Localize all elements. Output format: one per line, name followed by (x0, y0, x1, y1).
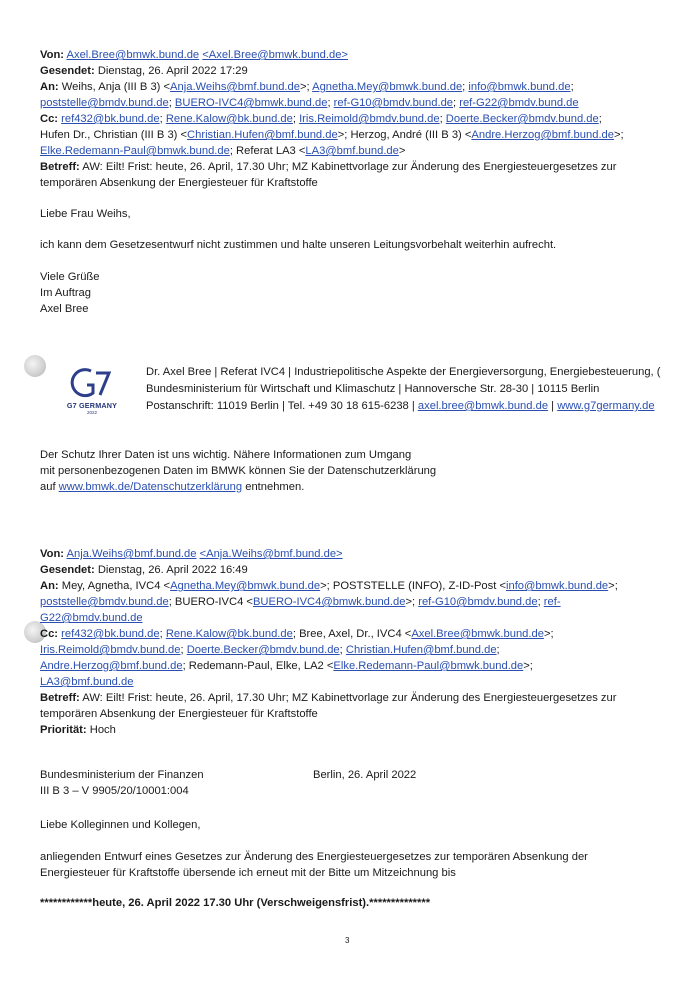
website-link[interactable]: www.g7germany.de (557, 400, 655, 412)
separator: >; (543, 628, 554, 640)
mail1-closing: Viele Grüße (40, 271, 100, 283)
email-link[interactable]: G22@bmdv.bund.de (40, 612, 143, 624)
email-link[interactable]: poststelle@bmdv.bund.de (40, 596, 169, 608)
cc-label: Cc: (40, 628, 59, 640)
recipient-text: ; Redemann-Paul, Elke, LA2 < (182, 660, 334, 672)
signature-line (146, 400, 655, 412)
email-link[interactable]: ref-G10@bmdv.bund.de (333, 97, 454, 109)
reference-number: III B 3 – V 9905/20/10001:004 (40, 785, 189, 797)
email-link[interactable]: ref-G22@bmdv.bund.de (459, 97, 579, 109)
g7-germany-logo (58, 365, 126, 415)
separator: >; (614, 129, 624, 141)
letter-body: Energiesteuer für Kraftstoffe übersende ich erneut mit der Bitte um Mitzeichnung bis (40, 867, 456, 879)
email-link[interactable]: Elke.Redemann-Paul@bmwk.bund.de (333, 660, 524, 672)
page-number: 3 (345, 936, 350, 945)
letter-greeting: Liebe Kolleginnen und Kollegen, (40, 819, 201, 831)
cc-label: Cc: (40, 113, 59, 125)
sent-label: Gesendet: (40, 564, 95, 576)
separator: ; (180, 644, 187, 656)
subject-text: temporären Absenkung der Energiesteuer für Kraftstoffe (40, 177, 318, 189)
privacy-note: mit personenbezogenen Daten im BMWK können Sie der Datenschutzerklärung (40, 465, 437, 477)
to-label: An: (40, 580, 59, 592)
mail2-subject-cont (40, 707, 318, 722)
subject-text: AW: Eilt! Frist: heute, 26. April, 17.30 Uhr; MZ Kabinettvorlage zur Änderung des Energiesteuergesetzes zur (82, 161, 617, 173)
email-link[interactable]: Doerte.Becker@bmdv.bund.de (445, 113, 599, 125)
signature-line: Bundesministerium für Wirtschaft und Klimaschutz | Hannoversche Str. 28-30 | 10115 Berlin (146, 383, 600, 395)
separator: ; (327, 97, 334, 109)
mail1-closing: Axel Bree (40, 303, 89, 315)
recipient-text: ; BUERO-IVC4 < (168, 596, 253, 608)
separator: ; (339, 644, 346, 656)
mail2-sent (40, 563, 248, 578)
separator: ; (159, 113, 166, 125)
recipient-text: Weihs, Anja (III B 3) < (61, 81, 171, 93)
mail1-to (40, 80, 574, 95)
separator: ; (598, 113, 602, 125)
privacy-note (40, 480, 304, 495)
email-link[interactable]: LA3@bmf.bund.de (305, 145, 399, 157)
email-link[interactable]: Agnetha.Mey@bmwk.bund.de (170, 580, 321, 592)
recipient-text: >; Herzog, André (III B 3) < (337, 129, 472, 141)
subject-text: AW: Eilt! Frist: heute, 26. April, 17.30 Uhr; MZ Kabinettvorlage zur Änderung des Energiesteuergesetzes zur (82, 692, 617, 704)
separator: >; (608, 580, 618, 592)
email-link[interactable]: BUERO-IVC4@bmwk.bund.de (252, 596, 406, 608)
separator: ; (453, 97, 460, 109)
email-link[interactable]: Christian.Hufen@bmf.bund.de (345, 644, 497, 656)
separator: ; (496, 644, 500, 656)
email-link[interactable]: Anja.Weihs@bmf.bund.de (170, 81, 300, 93)
mail2-to-cont2 (40, 611, 143, 626)
sent-label: Gesendet: (40, 65, 95, 77)
email-link[interactable]: <Axel.Bree@bmwk.bund.de> (202, 49, 348, 61)
mail2-cc-cont2 (40, 659, 533, 674)
mail1-subject (40, 160, 616, 175)
subject-label: Betreff: (40, 161, 80, 173)
email-link[interactable]: ref432@bk.bund.de (61, 113, 160, 125)
separator: | (548, 400, 558, 412)
email-link[interactable]: axel.bree@bmwk.bund.de (417, 400, 549, 412)
separator: >; (299, 81, 313, 93)
email-link[interactable]: LA3@bmf.bund.de (40, 676, 134, 688)
email-link[interactable]: <Anja.Weihs@bmf.bund.de> (199, 548, 343, 560)
sent-value: Dienstag, 26. April 2022 16:49 (97, 564, 248, 576)
email-link[interactable]: Elke.Redemann-Paul@bmwk.bund.de (40, 145, 230, 157)
mail1-closing: Im Auftrag (40, 287, 91, 299)
subject-text: temporären Absenkung der Energiesteuer für Kraftstoffe (40, 708, 318, 720)
logo-year: 2022 (86, 410, 97, 415)
mail1-body: ich kann dem Gesetzesentwurf nicht zustimmen und halte unseren Leitungsvorbehalt weiterhin aufrecht. (40, 239, 557, 251)
privacy-text: auf (40, 481, 59, 493)
mail1-greeting: Liebe Frau Weihs, (40, 208, 131, 220)
privacy-note: Der Schutz Ihrer Daten ist uns wichtig. Nähere Informationen zum Umgang (40, 449, 412, 461)
email-link[interactable]: Iris.Reimold@bmdv.bund.de (299, 113, 440, 125)
mail2-priority (40, 723, 116, 738)
email-link[interactable]: Rene.Kalow@bk.bund.de (165, 113, 293, 125)
email-link[interactable]: info@bmwk.bund.de (505, 580, 609, 592)
email-link[interactable]: Anja.Weihs@bmf.bund.de (66, 548, 197, 560)
email-link[interactable]: Axel.Bree@bmwk.bund.de (411, 628, 544, 640)
separator: ; (462, 81, 469, 93)
email-link[interactable]: Andre.Herzog@bmf.bund.de (471, 129, 615, 141)
recipient-text: ; Referat LA3 < (229, 145, 306, 157)
mail1-cc-cont2 (40, 144, 405, 159)
separator: ; (159, 628, 166, 640)
priority-label: Priorität: (40, 724, 87, 736)
privacy-text: entnehmen. (242, 481, 305, 493)
email-link[interactable]: ref- (543, 596, 561, 608)
mail2-from (40, 547, 343, 562)
privacy-link[interactable]: www.bmwk.de/Datenschutzerklärung (58, 481, 243, 493)
g7-logo-icon (69, 365, 115, 401)
email-link[interactable]: poststelle@bmdv.bund.de (40, 97, 169, 109)
separator: >; (405, 596, 419, 608)
recipient-text: Hufen Dr., Christian (III B 3) < (40, 129, 188, 141)
email-link[interactable]: Doerte.Becker@bmdv.bund.de (186, 644, 340, 656)
mail2-to (40, 579, 618, 594)
to-label: An: (40, 81, 59, 93)
separator: ; (537, 596, 544, 608)
email-link[interactable]: Agnetha.Mey@bmwk.bund.de (312, 81, 463, 93)
separator: ; (168, 97, 175, 109)
punch-hole (24, 355, 46, 377)
separator: > (398, 145, 406, 157)
mail2-cc-cont3 (40, 675, 133, 690)
email-link[interactable]: BUERO-IVC4@bmwk.bund.de (174, 97, 328, 109)
mail1-cc (40, 112, 602, 127)
deadline: ************heute, 26. April 2022 17.30 Uhr (Verschweigensfrist).************** (40, 897, 431, 909)
place-date: Berlin, 26. April 2022 (313, 769, 417, 781)
email-link[interactable]: Andre.Herzog@bmf.bund.de (40, 660, 183, 672)
email-link[interactable]: Axel.Bree@bmwk.bund.de (66, 49, 200, 61)
mail2-cc-cont (40, 643, 500, 658)
sent-value: Dienstag, 26. April 2022 17:29 (97, 65, 248, 77)
mail1-to-cont (40, 96, 579, 111)
mail1-from (40, 48, 348, 63)
separator: ; (570, 81, 574, 93)
recipient-text: >; POSTSTELLE (INFO), Z-ID-Post < (320, 580, 506, 592)
email-link[interactable]: Iris.Reimold@bmdv.bund.de (40, 644, 181, 656)
letter-body: anliegenden Entwurf eines Gesetzes zur Änderung des Energiesteuergesetzes zur temporären Absenkung der (40, 851, 588, 863)
email-link[interactable]: ref432@bk.bund.de (61, 628, 160, 640)
recipient-text: Mey, Agnetha, IVC4 < (61, 580, 171, 592)
priority-value: Hoch (89, 724, 116, 736)
from-label: Von: (40, 548, 65, 560)
subject-label: Betreff: (40, 692, 80, 704)
mail1-subject-cont (40, 176, 318, 191)
separator: ; (439, 113, 446, 125)
signature-line: Dr. Axel Bree | Referat IVC4 | Industriepolitische Aspekte der Energieversorgung, Energiebesteuerung, ( (146, 366, 661, 378)
mail1-sent (40, 64, 248, 79)
recipient-text: ; Bree, Axel, Dr., IVC4 < (292, 628, 412, 640)
email-link[interactable]: Christian.Hufen@bmf.bund.de (187, 129, 338, 141)
ministry-name: Bundesministerium der Finanzen (40, 769, 204, 781)
separator: >; (523, 660, 533, 672)
email-link[interactable]: Rene.Kalow@bk.bund.de (165, 628, 293, 640)
mail1-cc-cont (40, 128, 624, 143)
logo-text: G7 GERMANY (66, 401, 118, 410)
separator: ; (292, 113, 300, 125)
mail2-to-cont (40, 595, 561, 610)
email-link[interactable]: ref-G10@bmdv.bund.de (418, 596, 538, 608)
mail2-subject (40, 691, 616, 706)
mail2-cc (40, 627, 554, 642)
email-link[interactable]: info@bmwk.bund.de (468, 81, 571, 93)
postal-text: Postanschrift: 11019 Berlin | Tel. +49 30 18 615-6238 | (146, 400, 418, 412)
from-label: Von: (40, 49, 65, 61)
